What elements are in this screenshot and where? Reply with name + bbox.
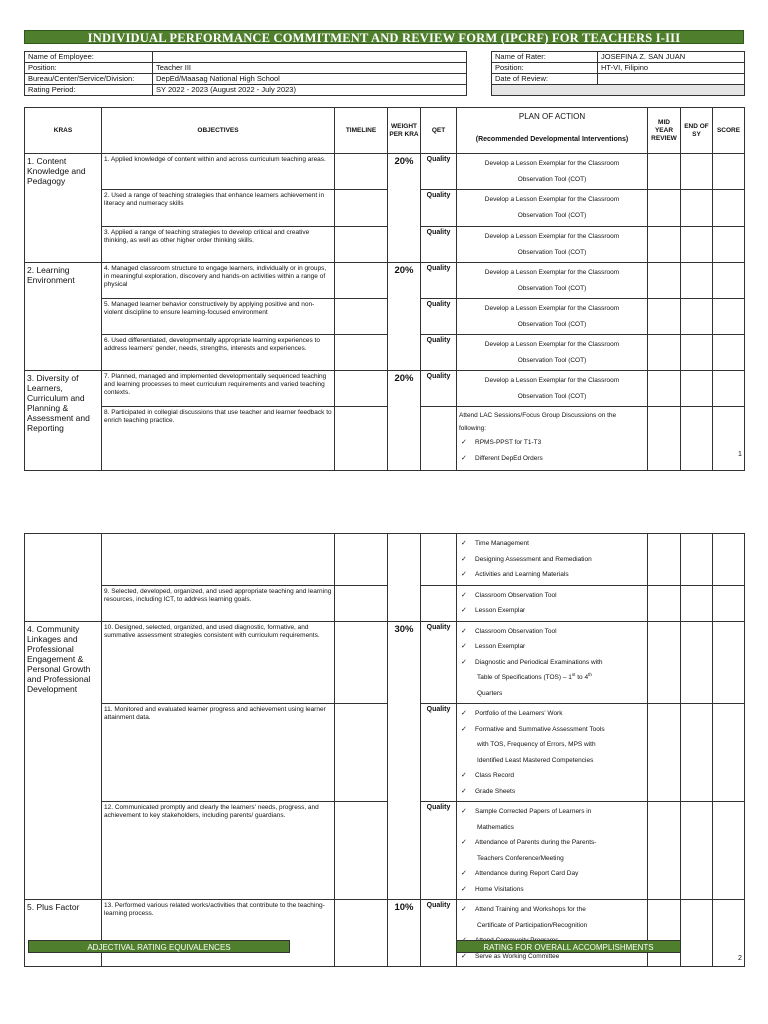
objective-9: 9. Selected, developed, organized, and used appropriate teaching and learning resources, including ICT, to address learning goals. xyxy=(102,585,335,621)
table-row xyxy=(25,534,745,586)
table-row xyxy=(25,407,745,471)
header-objectives: OBJECTIVES xyxy=(102,108,335,154)
ipcrf-table-page-1 xyxy=(24,107,745,471)
objective-8: 8. Participated in collegial discussions that use teacher and learner feedback to enrich teaching practice. xyxy=(102,407,335,471)
header-score: SCORE xyxy=(713,108,745,154)
name-label: Name of Employee: xyxy=(25,52,153,63)
table-row xyxy=(25,585,745,621)
plan-cell-lac: Attend LAC Sessions/Focus Group Discussions on the following: ✓ RPMS-PPST for T1-T3 ✓ Different DepEd Orders xyxy=(457,407,648,471)
weight-kra-1: 20% xyxy=(388,154,421,263)
bureau-label: Bureau/Center/Service/Division: xyxy=(25,74,153,85)
header-mid-year: MID YEAR REVIEW xyxy=(648,108,681,154)
name-value[interactable] xyxy=(153,52,467,63)
objective-7: 7. Planned, managed and implemented developmentally sequenced teaching and learning processes to meet curriculum requirements and varied teaching contexts. xyxy=(102,371,335,407)
mid-year-cell[interactable] xyxy=(648,154,681,190)
plan-cell: Develop a Lesson Exemplar for the Classroom Observation Tool (COT) xyxy=(457,335,648,371)
header-plan-title: PLAN OF ACTION xyxy=(518,112,586,121)
plan-cell: Develop a Lesson Exemplar for the Classroom Observation Tool (COT) xyxy=(457,263,648,299)
plan-cell: ✓ Time Management ✓ Designing Assessment and Remediation ✓ Activities and Learning Materials xyxy=(457,534,648,586)
kra-2: 2. Learning Environment xyxy=(25,263,102,371)
objective-3: 3. Applied a range of teaching strategies to develop critical and creative thinking, as well as other higher order thinking skills. xyxy=(102,227,335,263)
rater-position-value[interactable]: HT-VI, Filipino xyxy=(598,63,745,74)
form-title: INDIVIDUAL PERFORMANCE COMMITMENT AND REVIEW FORM (IPCRF) FOR TEACHERS I-III xyxy=(24,30,744,44)
position-label: Position: xyxy=(25,63,153,74)
score-cell[interactable] xyxy=(713,154,745,190)
rater-value[interactable]: JOSEFINA Z. SAN JUAN xyxy=(598,52,745,63)
header-plan-subtitle: (Recommended Developmental Interventions) xyxy=(475,136,629,143)
header-weight: WEIGHT PER KRA xyxy=(388,108,421,154)
plan-cell: Develop a Lesson Exemplar for the Classroom Observation Tool (COT) xyxy=(457,299,648,335)
table-row: 4. Community Linkages and Professional Engagement & Personal Growth and Professional Development 10. Designed, selected, organized, and used diagnostic, formative, and summative assessment strategies consistent with curriculum requirements. 30% Quality ✓ Classroom Observation Tool ✓ Lesson Exemplar ✓ Diagnostic and Periodical Examinations with Table of Specifications (TOS) – 1st to 4th Quarters xyxy=(25,621,745,704)
plan-cell: Develop a Lesson Exemplar for the Classroom Observation Tool (COT) xyxy=(457,371,648,407)
table-row: 6. Used differentiated, developmentally appropriate learning experiences to address learners' gender, needs, strengths, interests and experiences. Quality Develop a Lesson Exemplar for the Classroom Observation Tool (COT) xyxy=(25,335,745,371)
plan-cell: ✓ Attend Training and Workshops for the Certificate of Participation/Recognition ✓ ✓ Serve as Working Committee xyxy=(457,900,648,967)
kra-1: 1. Content Knowledge and Pedagogy xyxy=(25,154,102,263)
employee-info-table xyxy=(24,51,745,96)
objective-6: 6. Used differentiated, developmentally appropriate learning experiences to address learners' gender, needs, strengths, interests and experiences. xyxy=(102,335,335,371)
objective-4: 4. Managed classroom structure to engage learners, individually or in groups, in meaningful exploration, discovery and hands-on activities within a range of physical xyxy=(102,263,335,299)
period-label: Rating Period: xyxy=(25,85,153,96)
objective-1: 1. Applied knowledge of content within and across curriculum teaching areas. xyxy=(102,154,335,190)
table-row: 5. Plus Factor 13. Performed various related works/activities that contribute to the teaching-learning process. 10% Quality ✓ Attend Training and Workshops for the Certificate of Participation/Recognition ✓ ✓ Serve as Working Committee xyxy=(25,900,745,967)
objective-11: 11. Monitored and evaluated learner progress and achievement using learner attainment data. xyxy=(102,704,335,802)
position-value[interactable]: Teacher III xyxy=(153,63,467,74)
table-row: 3. Applied a range of teaching strategies to develop critical and creative thinking, as well as other higher order thinking skills. Quality Develop a Lesson Exemplar for the Classroom Observation Tool (COT) xyxy=(25,227,745,263)
header-plan xyxy=(457,108,648,154)
end-sy-cell[interactable] xyxy=(681,154,713,190)
plan-lac-intro: Attend LAC Sessions/Focus Group Discussions on the following: xyxy=(459,412,617,432)
weight-kra-4: 30% xyxy=(388,621,421,900)
objective-2: 2. Used a range of teaching strategies that enhance learners achievement in literacy and numeracy skills xyxy=(102,190,335,227)
weight-kra-2: 20% xyxy=(388,263,421,371)
plan-cell: ✓ Classroom Observation Tool ✓ Lesson Exemplar xyxy=(457,585,648,621)
header-kras: KRAS xyxy=(25,108,102,154)
qet-cell: Quality xyxy=(421,154,457,190)
objective-10: 10. Designed, selected, organized, and used diagnostic, formative, and summative assessment strategies consistent with curriculum requirements. xyxy=(102,621,335,704)
table-row xyxy=(25,154,745,190)
objective-13: 13. Performed various related works/activities that contribute to the teaching-learning process. xyxy=(102,900,335,967)
plan-cell: Develop a Lesson Exemplar for the Classroom Observation Tool (COT) xyxy=(457,190,648,227)
overall-rating-header: RATING FOR OVERALL ACCOMPLISHMENTS xyxy=(456,940,681,953)
objective-5: 5. Managed learner behavior constructively by applying positive and non-violent discipline to ensure learning-focused environment xyxy=(102,299,335,335)
review-date-value[interactable] xyxy=(598,74,745,85)
plan-cell: ✓ Classroom Observation Tool ✓ Lesson Exemplar ✓ Diagnostic and Periodical Examinations with Table of Specifications (TOS) – 1st to 4th Quarters xyxy=(457,621,648,704)
timeline-cell[interactable] xyxy=(335,154,388,190)
rater-label: Name of Rater: xyxy=(492,52,598,63)
kra-3: 3. Diversity of Learners, Curriculum and Planning & Assessment and Reporting xyxy=(25,371,102,471)
header-qet: QET xyxy=(421,108,457,154)
table-row: 2. Used a range of teaching strategies that enhance learners achievement in literacy and numeracy skills Quality Develop a Lesson Exemplar for the Classroom Observation Tool (COT) xyxy=(25,190,745,227)
page-number-1: 1 xyxy=(738,451,742,458)
plan-cell: ✓ Sample Corrected Papers of Learners in Mathematics ✓ Attendance of Parents during the Parents- Teachers Conference/Meeting ✓ Attendance during Report Card Day ✓ Home Visitations xyxy=(457,802,648,900)
weight-kra-5: 10% xyxy=(388,900,421,967)
ipcrf-table-page-2 xyxy=(24,533,745,967)
kra-5: 5. Plus Factor xyxy=(25,900,102,967)
adjectival-rating-header: ADJECTIVAL RATING EQUIVALENCES xyxy=(28,940,290,953)
bureau-value[interactable]: DepEd/Maasag National High School xyxy=(153,74,467,85)
table-row: 5. Managed learner behavior constructively by applying positive and non-violent discipline to ensure learning-focused environment Quality Develop a Lesson Exemplar for the Classroom Observation Tool (COT) xyxy=(25,299,745,335)
rater-position-label: Position: xyxy=(492,63,598,74)
weight-kra-3: 20% xyxy=(388,371,421,471)
page-number-2: 2 xyxy=(738,955,742,962)
header-timeline: TIMELINE xyxy=(335,108,388,154)
plan-cell: ✓ Portfolio of the Learners' Work ✓ Formative and Summative Assessment Tools with TOS, Frequency of Errors, MPS with Identified Least Mastered Competencies ✓ Class Record ✓ Grade Sheets xyxy=(457,704,648,802)
objective-12: 12. Communicated promptly and clearly the learners' needs, progress, and achievement to key stakeholders, including parents/ guardians. xyxy=(102,802,335,900)
table-row: 12. Communicated promptly and clearly the learners' needs, progress, and achievement to key stakeholders, including parents/ guardians. Quality ✓ Sample Corrected Papers of Learners in Mathematics ✓ Attendance of Parents during the Parents- Teachers Conference/Meeting ✓ Attendance during Report Card Day ✓ Home Visitations xyxy=(25,802,745,900)
plan-cell: Develop a Lesson Exemplar for the Classroom Observation Tool (COT) xyxy=(457,154,648,190)
table-row: 3. Diversity of Learners, Curriculum and Planning & Assessment and Reporting 7. Planned, managed and implemented developmentally sequenced teaching and learning processes to meet curriculum requirements and varied teaching contexts. 20% Quality Develop a Lesson Exemplar for the Classroom Observation Tool (COT) xyxy=(25,371,745,407)
table-row: 11. Monitored and evaluated learner progress and achievement using learner attainment data. Quality ✓ Portfolio of the Learners' Work ✓ Formative and Summative Assessment Tools with TOS, Frequency of Errors, MPS with Identified Least Mastered Competencies ✓ Class Record ✓ Grade Sheets xyxy=(25,704,745,802)
kra-4: 4. Community Linkages and Professional Engagement & Personal Growth and Professional Development xyxy=(25,621,102,900)
table-row: 2. Learning Environment 4. Managed classroom structure to engage learners, individually or in groups, in meaningful exploration, discovery and hands-on activities within a range of physical 20% Quality Develop a Lesson Exemplar for the Classroom Observation Tool (COT) xyxy=(25,263,745,299)
plan-cell: Develop a Lesson Exemplar for the Classroom Observation Tool (COT) xyxy=(457,227,648,263)
period-value[interactable]: SY 2022 - 2023 (August 2022 - July 2023) xyxy=(153,85,467,96)
header-end-sy: END OF SY xyxy=(681,108,713,154)
review-date-label: Date of Review: xyxy=(492,74,598,85)
